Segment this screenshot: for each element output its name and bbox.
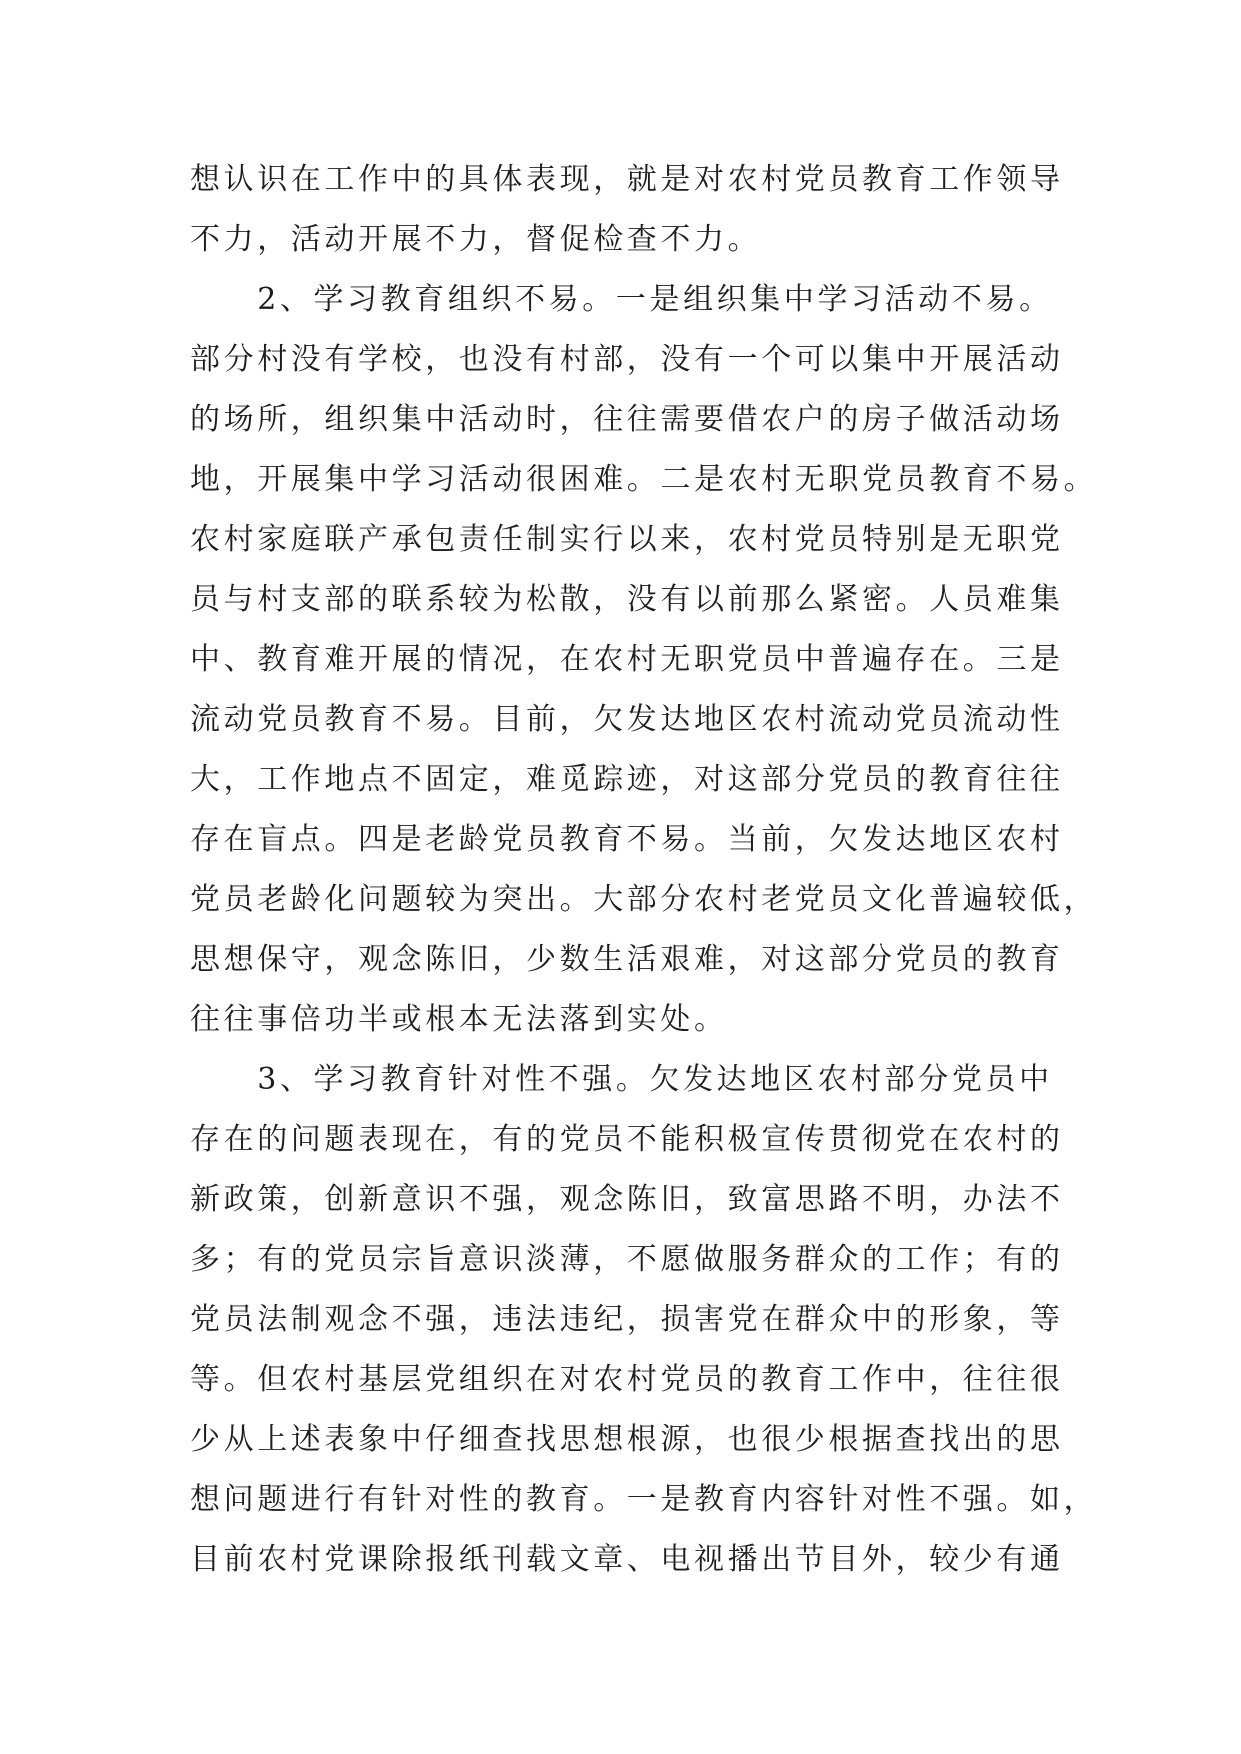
text-line: 农村家庭联产承包责任制实行以来，农村党员特别是无职党 bbox=[190, 522, 1064, 557]
text-line: 思想保守，观念陈旧，少数生活艰难，对这部分党员的教育 bbox=[190, 942, 1064, 977]
body-text bbox=[190, 150, 1098, 1590]
text-line: 多；有的党员宗旨意识淡薄，不愿做服务群众的工作；有的 bbox=[190, 1242, 1064, 1277]
text-line: 目前农村党课除报纸刊载文章、电视播出节目外，较少有通 bbox=[190, 1542, 1064, 1577]
text-line: 不力，活动开展不力，督促检查不力。 bbox=[190, 222, 762, 257]
text-line: 流动党员教育不易。目前，欠发达地区农村流动党员流动性 bbox=[190, 702, 1064, 737]
text-line: 员与村支部的联系较为松散，没有以前那么紧密。人员难集 bbox=[190, 582, 1064, 617]
text-line: 中、教育难开展的情况，在农村无职党员中普遍存在。三是 bbox=[190, 642, 1064, 677]
text-line: 部分村没有学校，也没有村部，没有一个可以集中开展活动 bbox=[190, 342, 1064, 377]
text-line: 党员老龄化问题较为突出。大部分农村老党员文化普遍较低， bbox=[190, 882, 1098, 917]
text-line: 往往事倍功半或根本无法落到实处。 bbox=[190, 1002, 728, 1037]
text-line: 的场所，组织集中活动时，往往需要借农户的房子做活动场 bbox=[190, 402, 1064, 437]
text-line: 少从上述表象中仔细查找思想根源，也很少根据查找出的思 bbox=[190, 1422, 1064, 1457]
text-line: 党员法制观念不强，违法违纪，损害党在群众中的形象，等 bbox=[190, 1302, 1064, 1337]
text-line: 存在的问题表现在，有的党员不能积极宣传贯彻党在农村的 bbox=[190, 1122, 1064, 1157]
text-line: 等。但农村基层党组织在对农村党员的教育工作中，往往很 bbox=[190, 1362, 1064, 1397]
text-line: 想认识在工作中的具体表现，就是对农村党员教育工作领导 bbox=[190, 162, 1064, 197]
text-line: 大，工作地点不固定，难觅踪迹，对这部分党员的教育往往 bbox=[190, 762, 1064, 797]
text-line: 3、学习教育针对性不强。欠发达地区农村部分党员中 bbox=[190, 1062, 1053, 1097]
text-line: 存在盲点。四是老龄党员教育不易。当前，欠发达地区农村 bbox=[190, 822, 1064, 857]
text-line: 2、学习教育组织不易。一是组织集中学习活动不易。 bbox=[190, 282, 1053, 317]
text-line: 地，开展集中学习活动很困难。二是农村无职党员教育不易。 bbox=[190, 462, 1098, 497]
text-line: 想问题进行有针对性的教育。一是教育内容针对性不强。如， bbox=[190, 1482, 1098, 1517]
text-line: 新政策，创新意识不强，观念陈旧，致富思路不明，办法不 bbox=[190, 1182, 1064, 1217]
